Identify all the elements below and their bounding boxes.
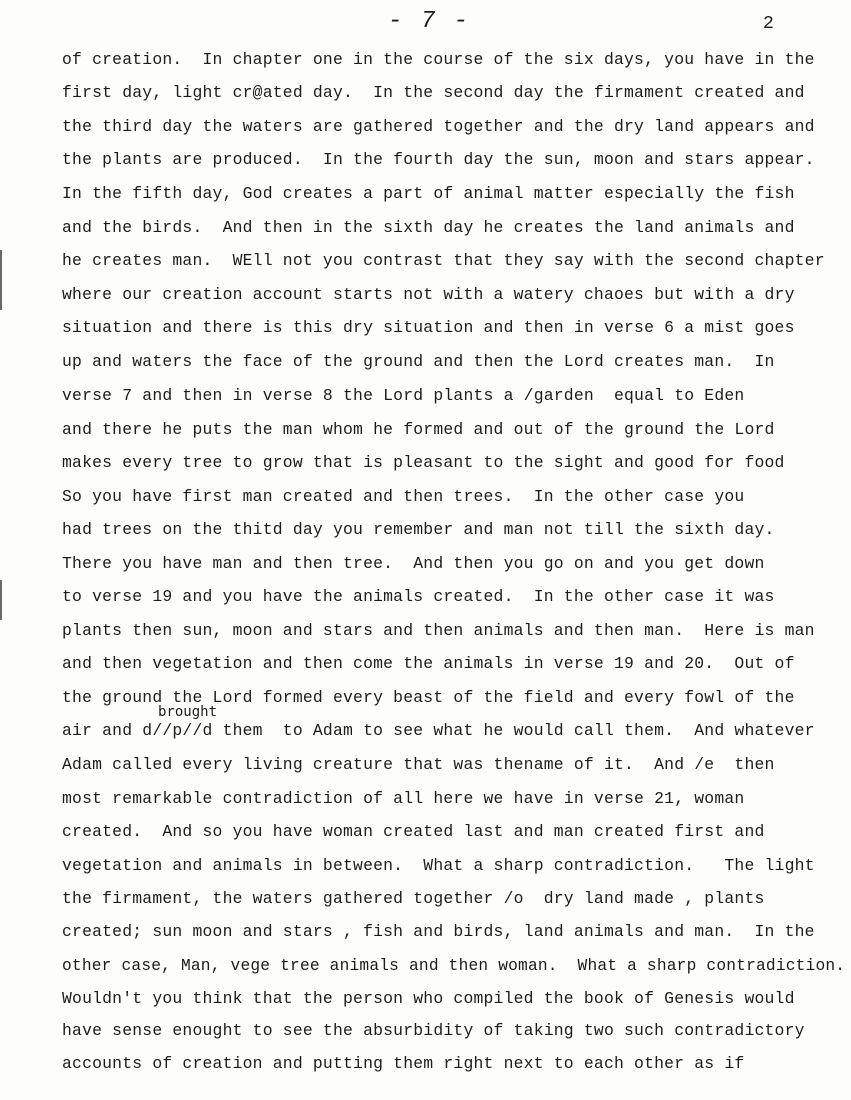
text-line: air and d//p//d them to Adam to see what he would call them. And whatever [62, 721, 815, 740]
text-line: most remarkable contradiction of all here we have in verse 21, woman [62, 789, 745, 808]
left-margin-mark [0, 580, 2, 620]
text-line: and the birds. And then in the sixth day he creates the land animals and [62, 218, 795, 237]
text-line: have sense enought to see the absurbidity of taking two such contradictory [62, 1021, 805, 1040]
text-line: accounts of creation and putting them right next to each other as if [62, 1054, 745, 1073]
text-line: up and waters the face of the ground and then the Lord creates man. In [62, 352, 775, 371]
text-line: vegetation and animals in between. What a sharp contradiction. The light [62, 856, 815, 875]
text-line: In the fifth day, God creates a part of animal matter especially the fish [62, 184, 795, 203]
text-line: first day, light cr@ated day. In the second day the firmament created and [62, 83, 805, 102]
text-line: There you have man and then tree. And then you go on and you get down [62, 554, 765, 573]
text-line: other case, Man, vege tree animals and then woman. What a sharp contradiction. [62, 957, 846, 975]
text-line: situation and there is this dry situation and then in verse 6 a mist goes [62, 318, 795, 337]
left-margin-mark [0, 250, 2, 310]
text-line: had trees on the thitd day you remember and man not till the sixth day. [62, 520, 775, 539]
text-line: created. And so you have woman created last and man created first and [62, 822, 765, 841]
text-line: and there he puts the man whom he formed and out of the ground the Lord [62, 420, 775, 439]
text-line: verse 7 and then in verse 8 the Lord plants a /garden equal to Eden [62, 386, 745, 405]
text-line: the ground the Lord formed every beast of the field and every fowl of the [62, 688, 795, 707]
text-line: So you have first man created and then trees. In the other case you [62, 487, 745, 506]
handwritten-page-number: - 7 - [388, 8, 471, 35]
text-line: Adam called every living creature that was thename of it. And /e then [62, 755, 775, 774]
text-line: of creation. In chapter one in the course of the six days, you have in the [62, 50, 815, 69]
text-line: Wouldn't you think that the person who compiled the book of Genesis would [62, 989, 795, 1008]
text-line: created; sun moon and stars , fish and birds, land animals and man. In the [62, 922, 815, 941]
text-line: the third day the waters are gathered together and the dry land appears and [62, 117, 815, 136]
interlinear-insertion: brought [158, 704, 218, 720]
text-line: makes every tree to grow that is pleasant to the sight and good for food [62, 453, 785, 472]
text-line: the firmament, the waters gathered together /o dry land made , plants [62, 889, 765, 908]
text-line: where our creation account starts not with a watery chaoes but with a dry [62, 285, 795, 304]
text-line: the plants are produced. In the fourth day the sun, moon and stars appear. [62, 150, 815, 169]
text-line: to verse 19 and you have the animals created. In the other case it was [62, 587, 775, 606]
typed-page-number: 2 [763, 14, 774, 34]
text-line: he creates man. WEll not you contrast that they say with the second chapter [62, 251, 825, 270]
text-line: plants then sun, moon and stars and then animals and then man. Here is man [62, 621, 815, 640]
text-line: and then vegetation and then come the animals in verse 19 and 20. Out of [62, 654, 795, 673]
